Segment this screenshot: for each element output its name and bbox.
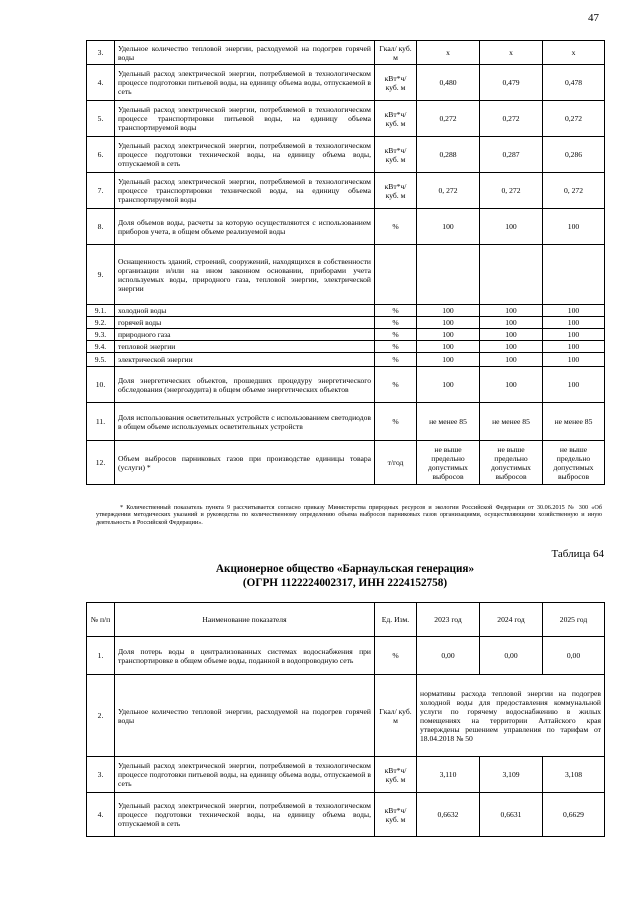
table-row xyxy=(87,793,605,837)
organization-ids: (ОГРН 1122224002317, ИНН 2224152758) xyxy=(242,577,448,589)
table-row xyxy=(87,403,605,441)
row-unit: % xyxy=(375,637,417,675)
header-num: № п/п xyxy=(87,603,115,637)
header-year-1: 2023 год xyxy=(417,603,480,637)
table-row xyxy=(87,317,605,329)
footnote xyxy=(96,504,602,526)
row-value: 0,479 xyxy=(480,65,543,101)
table-row xyxy=(87,675,605,757)
header-unit: Ед. Изм. xyxy=(375,603,417,637)
row-num: 9.4. xyxy=(87,341,115,353)
row-num: 7. xyxy=(87,173,115,209)
row-name: Удельное количество тепловой энергии, расходуемой на подогрев горячей воды xyxy=(115,41,375,65)
row-value: 0, 272 xyxy=(543,173,605,209)
row-value: 100 xyxy=(543,367,605,403)
table-row xyxy=(87,137,605,173)
row-unit: кВт*ч/ куб. м xyxy=(375,793,417,837)
row-name: Доля энергетических объектов, прошедших процедуру энергетического обследования (энергоаудита) в общем объеме энергетических объектов xyxy=(115,367,375,403)
row-value: 0,287 xyxy=(480,137,543,173)
row-value: 0,6632 xyxy=(417,793,480,837)
row-num: 9.2. xyxy=(87,317,115,329)
table-row xyxy=(87,41,605,65)
row-unit: % xyxy=(375,341,417,353)
row-unit: % xyxy=(375,367,417,403)
row-unit: Гкал/ куб. м xyxy=(375,675,417,757)
row-value: 100 xyxy=(417,341,480,353)
row-value: 100 xyxy=(417,209,480,245)
table-row xyxy=(87,173,605,209)
row-value: не менее 85 xyxy=(480,403,543,441)
row-value: 0,272 xyxy=(480,101,543,137)
row-name: Удельный расход электрической энергии, потребляемой в технологическом процессе транспортировки технической воды, на единицу объема транспортируемой воды xyxy=(115,173,375,209)
row-unit: кВт*ч/ куб. м xyxy=(375,101,417,137)
row-num: 2. xyxy=(87,675,115,757)
row-value: 100 xyxy=(417,305,480,317)
row-num: 10. xyxy=(87,367,115,403)
row-value: 0,478 xyxy=(543,65,605,101)
row-name: Оснащенность зданий, строений, сооружений, находящихся в собственности организации и/или на ином законном основании, приборами учета используемых воды, природного газа, тепловой энергии, электрической энергии xyxy=(115,245,375,305)
row-unit: % xyxy=(375,353,417,367)
row-value: 100 xyxy=(480,329,543,341)
table-row xyxy=(87,65,605,101)
row-value: x xyxy=(543,41,605,65)
row-name: Объем выбросов парниковых газов при производстве единицы товара (услуги) * xyxy=(115,441,375,485)
table-row xyxy=(87,245,605,305)
row-value: 100 xyxy=(480,209,543,245)
row-num: 1. xyxy=(87,637,115,675)
row-unit: % xyxy=(375,305,417,317)
row-name: Удельный расход электрической энергии, потребляемой в технологическом процессе подготовки питьевой воды, на единицу объема воды, отпускаемой в сеть xyxy=(115,757,375,793)
row-value: 0,6631 xyxy=(480,793,543,837)
row-num: 6. xyxy=(87,137,115,173)
row-value: 100 xyxy=(417,367,480,403)
row-value: 3,108 xyxy=(543,757,605,793)
header-name: Наименование показателя xyxy=(115,603,375,637)
row-value: 3,109 xyxy=(480,757,543,793)
row-value xyxy=(543,245,605,305)
row-num: 9. xyxy=(87,245,115,305)
row-value: 0,286 xyxy=(543,137,605,173)
row-unit: кВт*ч/ куб. м xyxy=(375,757,417,793)
row-name: тепловой энергии xyxy=(115,341,375,353)
indicators-table-64 xyxy=(86,602,605,837)
row-value: 100 xyxy=(480,305,543,317)
row-unit: Гкал/ куб. м xyxy=(375,41,417,65)
row-unit xyxy=(375,245,417,305)
row-name: Удельный расход электрической энергии, потребляемой в технологическом процессе транспортировки питьевой воды, на единицу объема транспортируемой воды xyxy=(115,101,375,137)
row-name: Удельный расход электрической энергии, потребляемой в технологическом процессе подготовки технической воды, на единицу объема воды, отпускаемой в сеть xyxy=(115,793,375,837)
row-value: 100 xyxy=(543,305,605,317)
row-unit: % xyxy=(375,403,417,441)
row-value: x xyxy=(417,41,480,65)
row-value: 0,00 xyxy=(480,637,543,675)
row-num: 9.1. xyxy=(87,305,115,317)
row-num: 3. xyxy=(87,757,115,793)
row-num: 11. xyxy=(87,403,115,441)
row-num: 9.5. xyxy=(87,353,115,367)
row-value: 100 xyxy=(543,317,605,329)
table-row xyxy=(87,353,605,367)
row-value: 100 xyxy=(417,353,480,367)
row-value: 100 xyxy=(543,353,605,367)
indicators-table-continued xyxy=(86,40,605,485)
table-number: Таблица 64 xyxy=(551,548,604,560)
row-value xyxy=(417,245,480,305)
row-value: 0,6629 xyxy=(543,793,605,837)
row-value: 100 xyxy=(543,329,605,341)
row-num: 4. xyxy=(87,65,115,101)
row-value: 0,272 xyxy=(543,101,605,137)
row-unit: т/год xyxy=(375,441,417,485)
table-row xyxy=(87,637,605,675)
table-row xyxy=(87,367,605,403)
row-num: 9.3. xyxy=(87,329,115,341)
row-value: не выше предельно допустимых выбросов xyxy=(417,441,480,485)
row-value: не менее 85 xyxy=(417,403,480,441)
row-name: Удельное количество тепловой энергии, расходуемой на подогрев горячей воды xyxy=(115,675,375,757)
row-value: 0,00 xyxy=(543,637,605,675)
organization-name: Акционерное общество «Барнаульская генерация» xyxy=(215,563,475,575)
row-value: 100 xyxy=(480,353,543,367)
row-name: Доля потерь воды в централизованных системах водоснабжения при транспортировке в общем объеме воды, поданной в водопроводную сеть xyxy=(115,637,375,675)
row-unit: кВт*ч/ куб. м xyxy=(375,65,417,101)
row-value: 100 xyxy=(417,317,480,329)
row-value: 100 xyxy=(543,341,605,353)
row-num: 8. xyxy=(87,209,115,245)
row-name: горячей воды xyxy=(115,317,375,329)
table-row xyxy=(87,209,605,245)
table-row xyxy=(87,305,605,317)
row-value xyxy=(480,245,543,305)
row-value: 3,110 xyxy=(417,757,480,793)
row-value: 0, 272 xyxy=(480,173,543,209)
row-name: Удельный расход электрической энергии, потребляемой в технологическом процессе подготовки питьевой воды, на единицу объема воды, отпускаемой в сеть xyxy=(115,65,375,101)
row-num: 12. xyxy=(87,441,115,485)
table-row xyxy=(87,329,605,341)
row-value: 0,288 xyxy=(417,137,480,173)
row-value: 0,272 xyxy=(417,101,480,137)
row-unit: кВт*ч/ куб. м xyxy=(375,173,417,209)
row-value: 100 xyxy=(480,317,543,329)
header-year-2: 2024 год xyxy=(480,603,543,637)
row-value: не выше предельно допустимых выбросов xyxy=(480,441,543,485)
row-name: холодной воды xyxy=(115,305,375,317)
row-value: x xyxy=(480,41,543,65)
table-row xyxy=(87,101,605,137)
row-value: 0, 272 xyxy=(417,173,480,209)
header-year-3: 2025 год xyxy=(543,603,605,637)
row-value: 100 xyxy=(480,367,543,403)
row-unit: % xyxy=(375,317,417,329)
row-value: не менее 85 xyxy=(543,403,605,441)
row-num: 4. xyxy=(87,793,115,837)
table-row xyxy=(87,441,605,485)
row-value: 100 xyxy=(543,209,605,245)
row-name: Доля использования осветительных устройств с использованием светодиодов в общем объеме используемых осветительных устройств xyxy=(115,403,375,441)
row-unit: % xyxy=(375,329,417,341)
table-row xyxy=(87,757,605,793)
row-value: 100 xyxy=(417,329,480,341)
row-value: 100 xyxy=(480,341,543,353)
row-value: не выше предельно допустимых выбросов xyxy=(543,441,605,485)
row-name: Доля объемов воды, расчеты за которую осуществляются с использованием приборов учета, в общем объеме реализуемой воды xyxy=(115,209,375,245)
row-name: природного газа xyxy=(115,329,375,341)
row-unit: кВт*ч/ куб. м xyxy=(375,137,417,173)
row-unit: % xyxy=(375,209,417,245)
row-name: электрической энергии xyxy=(115,353,375,367)
table-header-row xyxy=(87,603,605,637)
merged-note: нормативы расхода тепловой энергии на подогрев холодной воды для предоставления коммунальной услуги по горячему водоснабжению в жилых помещениях на территории Алтайского края утверждены решением управления по тарифам от 18.04.2018 № 50 xyxy=(417,675,605,757)
row-num: 5. xyxy=(87,101,115,137)
row-value: 0,480 xyxy=(417,65,480,101)
row-num: 3. xyxy=(87,41,115,65)
footnote-text: * Количественный показатель пункта 9 рассчитывается согласно приказу Министерства природных ресурсов и экологии Российской Федерации от 30.06.2015 № 300 «Об утверждении методических указаний и руководства по количественному определению объема выбросов парниковых газов организациями, осуществляющими хозяйственную и иную деятельность в Российской Федерации». xyxy=(96,504,602,526)
page-number: 47 xyxy=(588,12,599,24)
row-name: Удельный расход электрической энергии, потребляемой в технологическом процессе подготовки технической воды, на единицу объема воды, отпускаемой в сеть xyxy=(115,137,375,173)
table-row xyxy=(87,341,605,353)
row-value: 0,00 xyxy=(417,637,480,675)
